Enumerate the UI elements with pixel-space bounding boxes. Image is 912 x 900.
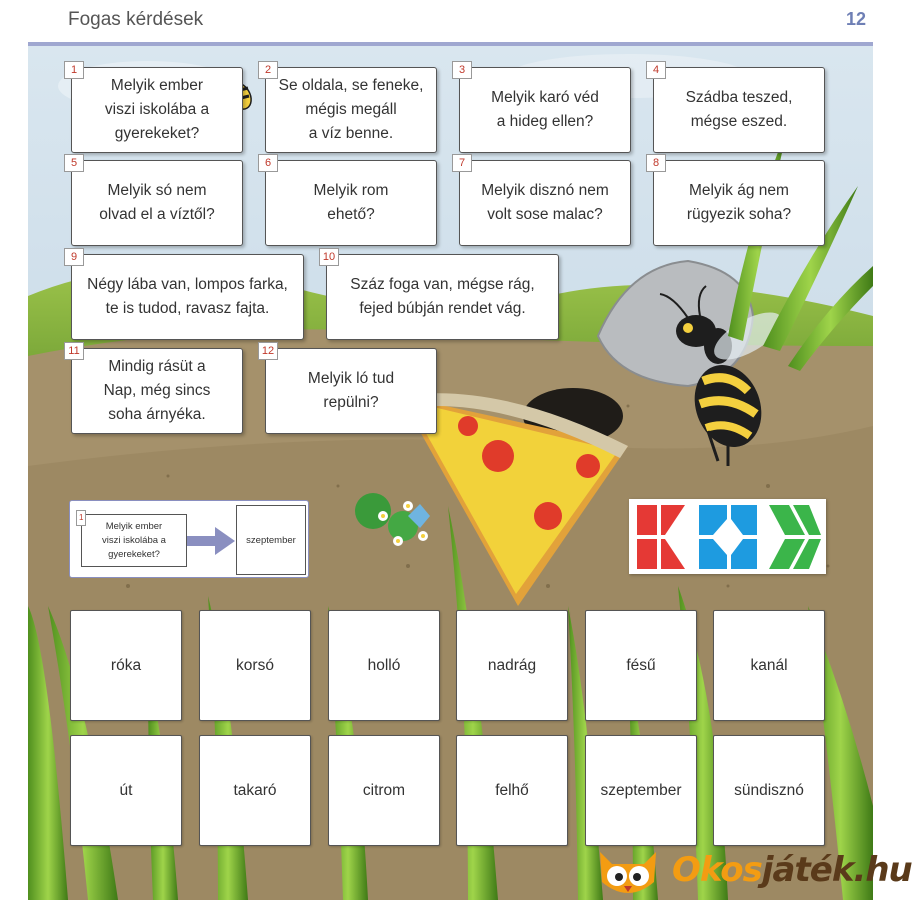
question-card-10 <box>322 251 559 340</box>
question-card-8 <box>652 157 825 246</box>
question-card-2 <box>264 64 437 153</box>
page-number: 12 <box>846 9 867 29</box>
question-number: 6 <box>258 154 278 172</box>
example-question-card <box>81 514 187 567</box>
question-card-12 <box>261 345 437 434</box>
question-number: 1 <box>64 61 84 79</box>
question-number: 5 <box>64 154 84 172</box>
question-text: Száz foga van, mégse rág, fejed búbján rendet vág. <box>350 276 535 317</box>
arrow-right-icon <box>187 527 235 555</box>
page-header <box>0 0 900 44</box>
answer-tile[interactable]: sündisznó <box>713 735 825 846</box>
question-text: Se oldala, se feneke, mégis megáll a víz benne. <box>278 77 424 142</box>
example-number: 1 <box>76 510 86 526</box>
question-text: Melyik ló tud repülni? <box>307 370 395 411</box>
example-question-text: Melyik ember viszi iskolába a gyerekeket? <box>102 520 166 560</box>
question-card-4 <box>652 64 825 153</box>
question-text: Melyik ág nem rügyezik soha? <box>686 182 792 223</box>
question-number: 3 <box>452 61 472 79</box>
answer-tile[interactable]: fésű <box>585 610 697 721</box>
question-number: 11 <box>64 342 84 360</box>
owl-logo-icon <box>590 842 666 900</box>
answer-tile[interactable]: szeptember <box>585 735 697 846</box>
question-number: 7 <box>452 154 472 172</box>
question-number: 8 <box>646 154 666 172</box>
watermark-jatek: játék <box>761 850 854 890</box>
watermark-domain: .hu <box>853 850 912 890</box>
game-logo <box>629 499 826 574</box>
question-number: 9 <box>64 248 84 266</box>
question-text: Melyik karó véd a hideg ellen? <box>491 89 599 130</box>
question-text: Melyik rom ehető? <box>313 182 389 223</box>
question-card-7 <box>458 157 631 246</box>
question-text: Mindig rásüt a Nap, még sincs soha árnyéka. <box>103 358 211 423</box>
logo-shapes-icon <box>629 499 826 574</box>
watermark-text <box>672 850 912 890</box>
answer-tile[interactable]: kanál <box>713 610 825 721</box>
question-number: 2 <box>258 61 278 79</box>
question-text: Melyik ember viszi iskolába a gyerekeket? <box>104 77 210 142</box>
question-text: Melyik só nem olvad el a víztől? <box>99 182 215 223</box>
example-answer-tile: szeptember <box>236 505 306 575</box>
answer-tile[interactable]: takaró <box>199 735 311 846</box>
question-number: 12 <box>258 342 278 360</box>
question-text: Négy lába van, lompos farka, te is tudod, ravasz fajta. <box>87 276 288 317</box>
answer-tile[interactable]: róka <box>70 610 182 721</box>
question-card-5 <box>70 157 243 246</box>
question-card-6 <box>264 157 437 246</box>
answer-tile[interactable]: felhő <box>456 735 568 846</box>
question-number: 10 <box>319 248 339 266</box>
answer-tile[interactable]: holló <box>328 610 440 721</box>
answer-tile[interactable]: citrom <box>328 735 440 846</box>
page-title: Fogas kérdések <box>68 9 204 30</box>
question-card-11 <box>68 345 243 434</box>
question-card-9 <box>70 251 304 340</box>
watermark-okos: Okos <box>672 850 762 890</box>
answer-tile[interactable]: korsó <box>199 610 311 721</box>
example-box <box>69 500 309 578</box>
answer-tile[interactable]: út <box>70 735 182 846</box>
watermark <box>590 842 912 900</box>
question-card-3 <box>458 64 631 153</box>
answer-tile[interactable]: nadrág <box>456 610 568 721</box>
question-card-1 <box>70 64 243 153</box>
question-number: 4 <box>646 61 666 79</box>
question-text: Melyik disznó nem volt sose malac? <box>481 182 609 223</box>
question-text: Szádba teszed, mégse eszed. <box>685 89 793 130</box>
